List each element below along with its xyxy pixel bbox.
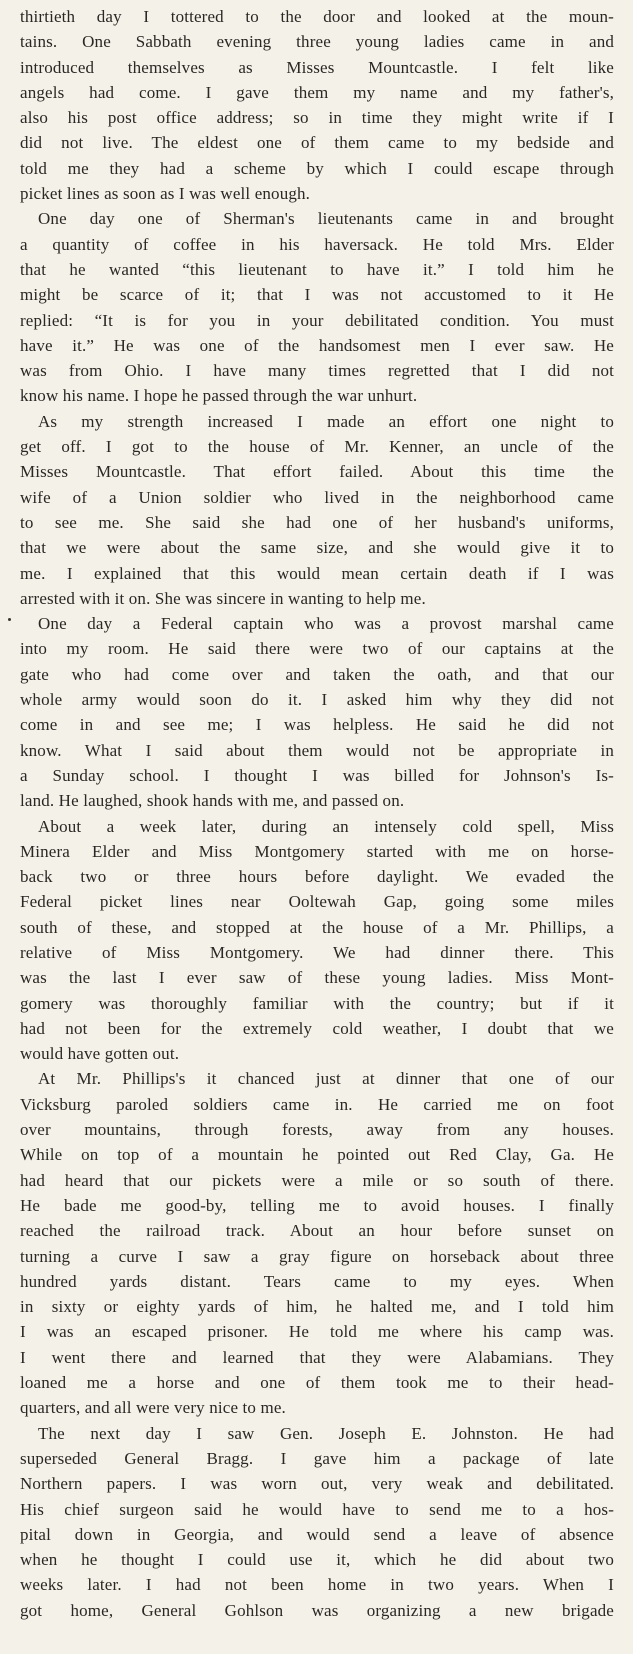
text-line: One day a Federal captain who was a provost marshal came — [38, 614, 614, 634]
text-line: turning a curve I saw a gray figure on horseback about three — [20, 1246, 614, 1266]
text-line: that he wanted “this lieutenant to have it.” I told him he — [20, 259, 614, 279]
text-line: that we were about the same size, and she would give it to — [20, 538, 614, 558]
text-line: had heard that our pickets were a mile or so south of there. — [20, 1170, 614, 1190]
text-line: wife of a Union soldier who lived in the neighborhood came — [20, 487, 614, 507]
text-line: I went there and learned that they were Alabamians. They — [20, 1347, 614, 1367]
text-line: have it.” He was one of the handsomest men I ever saw. He — [20, 335, 614, 355]
text-line: me. I explained that this would mean certain death if I was — [20, 563, 614, 583]
text-line: whole army would soon do it. I asked him why they did not — [20, 690, 614, 710]
text-line: About a week later, during an intensely cold spell, Miss — [38, 816, 614, 836]
text-line: Minera Elder and Miss Montgomery started with me on horse- — [20, 841, 614, 861]
text-line: gomery was thoroughly familiar with the country; but if it — [20, 993, 614, 1013]
text-line: thirtieth day I tottered to the door and looked at the moun- — [20, 7, 614, 26]
text-line: land. He laughed, shook hands with me, and passed on. — [20, 791, 405, 811]
text-line: His chief surgeon said he would have to send me to a hos- — [20, 1499, 614, 1519]
text-line: was the last I ever saw of these young ladies. Miss Mont- — [20, 968, 614, 988]
text-line: superseded General Bragg. I gave him a package of late — [20, 1448, 614, 1468]
text-line: relative of Miss Montgomery. We had dinner there. This — [20, 942, 614, 962]
text-line: loaned me a horse and one of them took me to their head- — [20, 1373, 614, 1393]
text-line: quarters, and all were very nice to me. — [20, 1398, 286, 1418]
paragraph — [20, 814, 614, 1067]
margin-ink-mark — [8, 618, 11, 621]
paragraph — [20, 611, 614, 813]
text-line: Northern papers. I was worn out, very weak and debilitated. — [20, 1474, 614, 1494]
text-line: get off. I got to the house of Mr. Kenner, an uncle of the — [20, 437, 614, 457]
text-line: gate who had come over and taken the oath, and that our — [20, 664, 614, 684]
paragraph — [20, 409, 614, 611]
text-line: arrested with it on. She was sincere in wanting to help me. — [20, 588, 426, 608]
text-line: hundred yards distant. Tears came to my eyes. When — [20, 1271, 614, 1291]
text-line: over mountains, through forests, away from any houses. — [20, 1120, 614, 1140]
text-line: weeks later. I had not been home in two years. When I — [20, 1575, 614, 1595]
text-line: At Mr. Phillips's it chanced just at dinner that one of our — [38, 1069, 614, 1089]
text-line: to see me. She said she had one of her husband's uniforms, — [20, 512, 614, 532]
text-line: Misses Mountcastle. That effort failed. About this time the — [20, 462, 614, 482]
text-line: Vicksburg paroled soldiers came in. He carried me on foot — [20, 1094, 614, 1114]
text-line: As my strength increased I made an effort one night to — [38, 411, 614, 431]
text-line: in sixty or eighty yards of him, he halted me, and I told him — [20, 1297, 614, 1317]
text-line: when he thought I could use it, which he did about two — [20, 1550, 614, 1570]
text-line: would have gotten out. — [20, 1044, 180, 1064]
document-body — [20, 4, 614, 1623]
text-line: into my room. He said there were two of our captains at the — [20, 639, 614, 659]
text-line: also his post office address; so in time they might write if I — [20, 108, 614, 128]
text-line: come in and see me; I was helpless. He said he did not — [20, 715, 614, 735]
text-line: know his name. I hope he passed through the war unhurt. — [20, 386, 418, 406]
text-line: a Sunday school. I thought I was billed for Johnson's Is- — [20, 765, 614, 785]
text-line: did not live. The eldest one of them came to my bedside and — [20, 133, 614, 153]
text-line: The next day I saw Gen. Joseph E. Johnston. He had — [38, 1423, 614, 1443]
text-line: replied: “It is for you in your debilitated condition. You must — [20, 310, 614, 330]
paragraph — [20, 1066, 614, 1420]
text-line: reached the railroad track. About an hour before sunset on — [20, 1221, 614, 1241]
paragraph — [20, 4, 614, 206]
text-line: introduced themselves as Misses Mountcastle. I felt like — [20, 57, 614, 77]
text-line: know. What I said about them would not be appropriate in — [20, 740, 614, 760]
paragraph — [20, 206, 614, 408]
text-line: Federal picket lines near Ooltewah Gap, going some miles — [20, 892, 614, 912]
text-line: While on top of a mountain he pointed out Red Clay, Ga. He — [20, 1145, 614, 1165]
text-line: picket lines as soon as I was well enough. — [20, 184, 311, 204]
text-line: had not been for the extremely cold weather, I doubt that we — [20, 1018, 614, 1038]
text-line: was from Ohio. I have many times regretted that I did not — [20, 361, 614, 381]
text-line: might be scarce of it; that I was not accustomed to it He — [20, 285, 614, 305]
text-line: pital down in Georgia, and would send a leave of absence — [20, 1524, 614, 1544]
text-line: south of these, and stopped at the house of a Mr. Phillips, a — [20, 917, 614, 937]
text-line: He bade me good-by, telling me to avoid houses. I finally — [20, 1195, 614, 1215]
paragraph — [20, 1421, 614, 1623]
text-line: I was an escaped prisoner. He told me where his camp was. — [20, 1322, 614, 1342]
text-line: tains. One Sabbath evening three young ladies came in and — [20, 32, 614, 52]
text-line: told me they had a scheme by which I could escape through — [20, 158, 614, 178]
text-line: a quantity of coffee in his haversack. He told Mrs. Elder — [20, 234, 614, 254]
text-line: One day one of Sherman's lieutenants came in and brought — [38, 209, 614, 229]
text-line: back two or three hours before daylight. We evaded the — [20, 867, 614, 887]
text-line: angels had come. I gave them my name and my father's, — [20, 82, 614, 102]
text-line: got home, General Gohlson was organizing a new brigade — [20, 1600, 614, 1620]
